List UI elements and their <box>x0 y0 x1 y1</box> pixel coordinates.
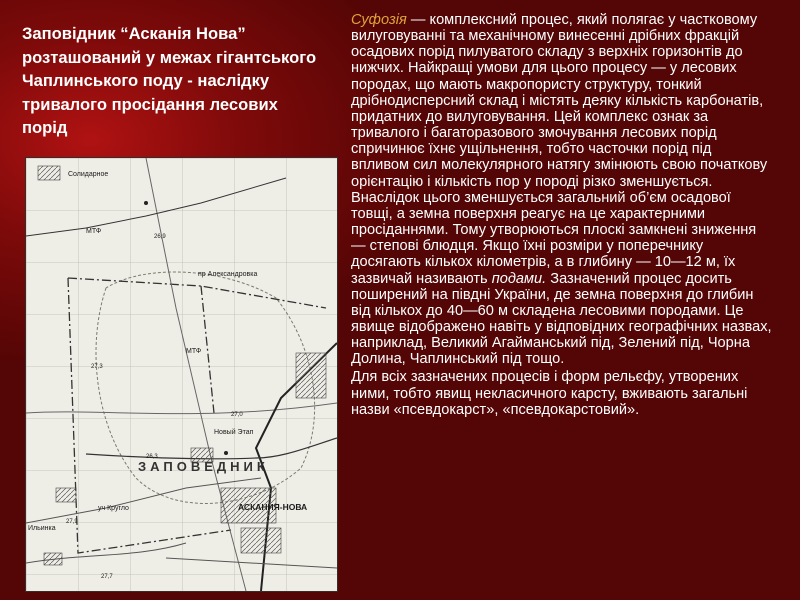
map-label-novy-etap: Новый Этап <box>214 429 254 436</box>
body-text <box>351 12 773 418</box>
map-drawing <box>26 158 337 591</box>
map-height-mark: 27,0 <box>231 412 243 418</box>
map-label-kruglo: уч Кругло <box>98 505 129 512</box>
map-label-zapovednik: ЗАПОВЕДНИК <box>138 459 269 474</box>
settlement-block <box>38 166 60 180</box>
map-label-alexandrovka: пр Александровка <box>198 271 258 278</box>
map-height-mark: 27,9 <box>66 519 78 525</box>
map-label-mtf: МТФ <box>186 348 202 355</box>
paragraph-text: Зазначений процес досить поширений на півдні України, де земна поверхня до глибин від кількох до 40—60 м складена лесовими породами. Це явище відображено навіть у відповідних географічних назвах, наприклад, Великий Агайманський під, Зелений під, Чорна Долина, Чаплинський під тощо. <box>351 270 772 368</box>
map-label-mtf: МТФ <box>86 228 102 235</box>
map-label-solidarnoe: Солидарное <box>68 171 109 178</box>
map-label-askania: АСКАНИЯ-НОВА <box>238 502 308 512</box>
map-height-mark: 26,9 <box>154 234 166 240</box>
map-label-ilinka: Ильинка <box>28 525 56 532</box>
map-height-mark: 27,7 <box>101 574 113 580</box>
map-height-mark: 27,3 <box>91 364 103 370</box>
settlement-block <box>56 488 76 502</box>
term-suffosion: Суфозія <box>351 12 407 28</box>
term-pody: подами. <box>491 270 547 287</box>
paragraph-suffosion <box>351 12 773 367</box>
settlement-block <box>296 353 326 398</box>
paragraph-text: — комплексний процес, який полягає у частковому вилуговуванні та механічному винесенні дрібних фракцій осадових порід пилуватого складу з верхніх горизонтів до нижчих. Найкращі умови для цього процесу — у лесових породах, що мають макропористу структуру, тонкий дрібнодисперсний склад і містять деяку кількість карбонатів, придатних до вилуговування. Цей комплекс ознак за тривалого і багаторазового змочування лесових порід спричинює їхнє ущільнення, тобто часточки порід під впливом сил молекулярного натягу змінюють свою початкову орієнтацію і кількість пор у породі різко зменшується. Внаслідок цього зменшується загальний об’єм осадової товщі, а земна поверхня реагує на це характерними просіданнями. Тому утворюються плоскі замкнені зниження — степові блюдця. Якщо їхні розміри у поперечнику досягають кількох кілометрів, а в глибину — 10—12 м, їх зазвичай називають <box>351 12 768 287</box>
settlement-block <box>44 553 62 565</box>
topographic-map <box>25 157 338 592</box>
map-height-mark: 26,3 <box>146 454 158 460</box>
settlement-block <box>241 528 281 553</box>
slide-title: Заповідник “Асканія Нова” розташований у межах гігантського Чаплинського поду - наслідку тривалого просідання лесових порід <box>22 24 317 138</box>
paragraph-pseudokarst: Для всіх зазначених процесів і форм рельєфу, утворених ними, тобто явищ некласичного карсту, вживають загальні назви «псевдокарст», «псевдокарстовий». <box>351 369 748 418</box>
